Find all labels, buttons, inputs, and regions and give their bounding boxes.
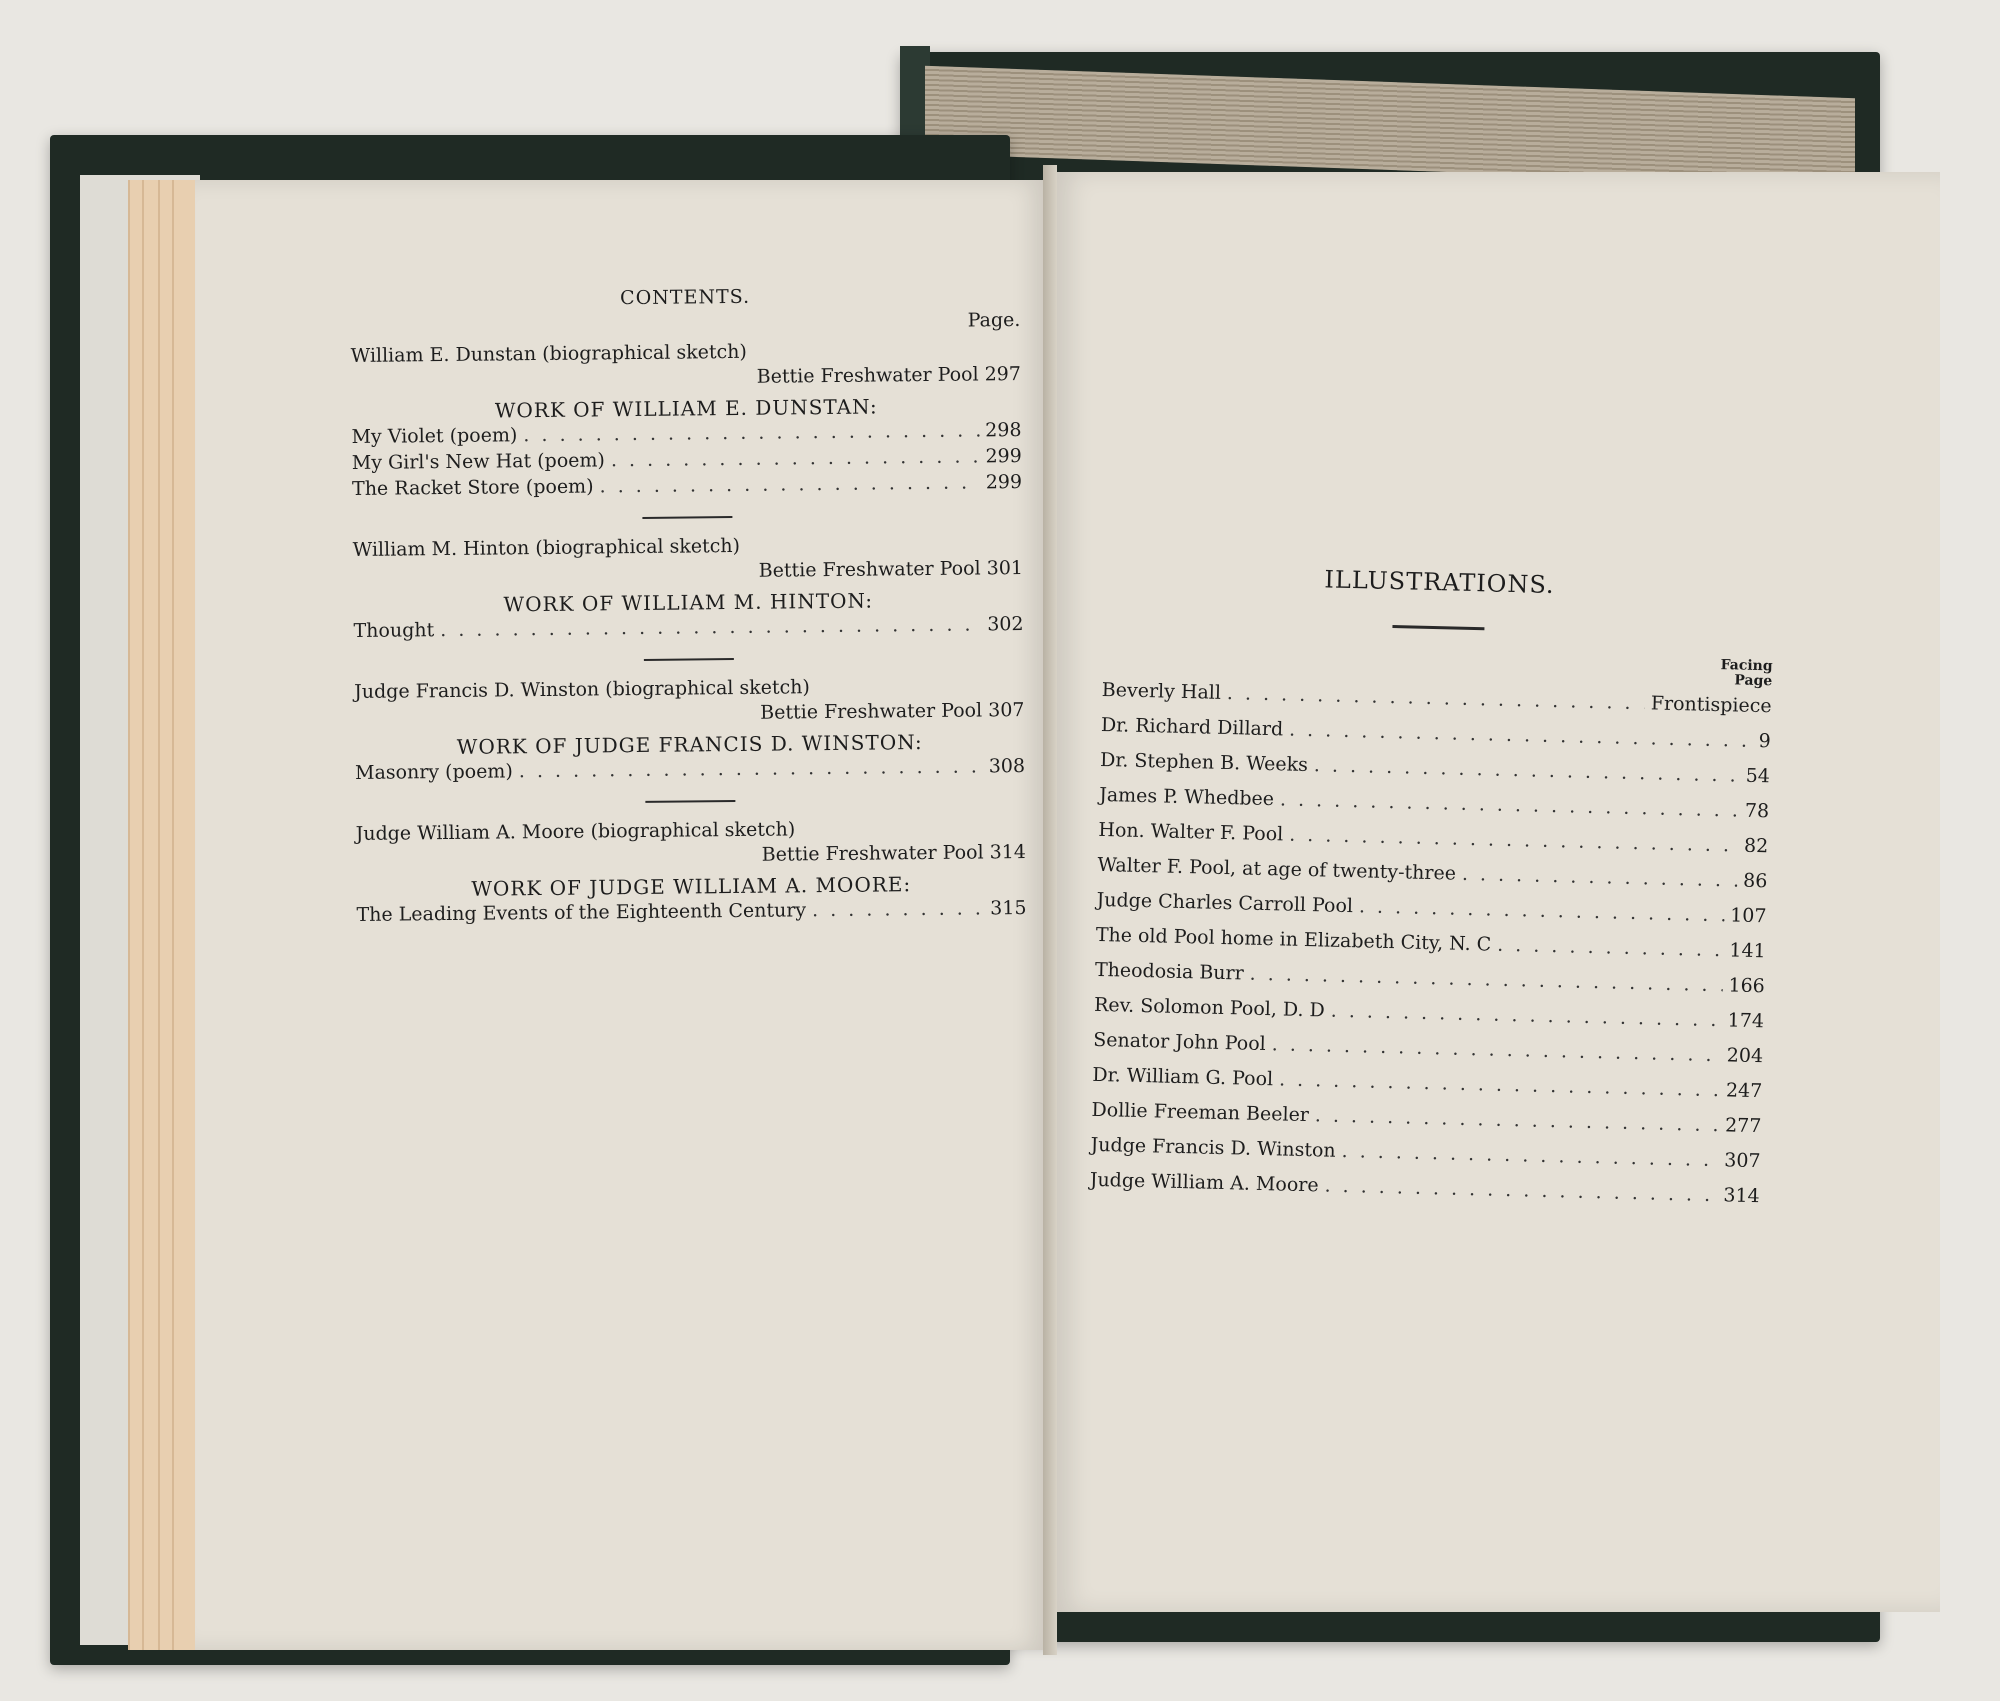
entry-title: Dr. Stephen B. Weeks [1099, 748, 1309, 777]
contents-section [356, 815, 1027, 928]
work-heading: WORK OF JUDGE WILLIAM A. MOORE: [471, 872, 912, 901]
entry-page: 9 [1758, 730, 1772, 753]
entry-title: Masonry (poem) [354, 760, 513, 784]
entry-page: Frontispiece [1650, 692, 1772, 718]
entry-page: 298 [985, 418, 1022, 442]
work-heading: WORK OF WILLIAM M. HINTON: [503, 588, 874, 617]
entry-title: James P. Whedbee [1098, 783, 1275, 811]
sketch-title: William M. Hinton (biographical sketch) [352, 534, 741, 561]
entry-title: Judge Francis D. Winston [1090, 1133, 1336, 1162]
entry-title: Walter F. Pool, at age of twenty-three [1097, 853, 1457, 885]
illustrations-list [1089, 673, 1772, 1214]
contents-block [350, 283, 1027, 932]
contents-section [351, 337, 1023, 502]
entry-title: Senator John Pool [1093, 1028, 1267, 1056]
entry-title: The Leading Events of the Eighteenth Century [356, 899, 807, 926]
entry-title: Judge Charles Carroll Pool [1096, 888, 1354, 918]
sketch-title: Judge Francis D. Winston (biographical sketch) [354, 676, 811, 703]
entry-page: 299 [985, 444, 1022, 468]
gutter [1043, 165, 1057, 1655]
work-heading: WORK OF WILLIAM E. DUNSTAN: [494, 394, 878, 423]
entry-page: 308 [988, 754, 1026, 778]
sketch-page: 307 [988, 698, 1025, 722]
entry-page: 54 [1745, 764, 1771, 788]
entry-page: 204 [1726, 1044, 1764, 1068]
entry-page: 166 [1728, 974, 1766, 998]
sketch-page: 297 [984, 362, 1022, 386]
entry-title: My Violet (poem) [351, 424, 518, 448]
contents-section [354, 673, 1025, 786]
contents-section [353, 531, 1024, 644]
dot-leader [599, 469, 980, 499]
sketch-page: 314 [989, 840, 1027, 864]
dot-leader [812, 895, 984, 923]
entry-page: 247 [1725, 1079, 1763, 1103]
section-rule [645, 800, 735, 803]
entry-page: 307 [1723, 1149, 1761, 1173]
sketch-title: Judge William A. Moore (biographical sketch) [355, 818, 796, 845]
section-rule [642, 516, 732, 519]
entry-title: Beverly Hall [1101, 678, 1222, 704]
biographical-sketch [351, 337, 1021, 394]
entry-title: My Girl's New Hat (poem) [351, 449, 606, 474]
entry-page: 299 [985, 470, 1023, 494]
dot-leader [440, 611, 981, 643]
entry-page: 78 [1744, 799, 1770, 823]
contents-sections [351, 337, 1027, 928]
entry-page: 107 [1729, 904, 1767, 928]
entry-title: The Racket Store (poem) [351, 475, 594, 500]
entry-title: Judge William A. Moore [1089, 1168, 1319, 1197]
entry-page: 86 [1742, 869, 1768, 893]
sketch-page: 301 [986, 556, 1024, 580]
entry-title: Dollie Freeman Beeler [1091, 1098, 1310, 1127]
dot-leader [519, 753, 983, 784]
page-label: Page [1734, 672, 1773, 690]
entry-page: 315 [990, 896, 1027, 920]
section-rule [644, 658, 734, 661]
entry-title: Theodosia Burr [1094, 958, 1244, 985]
dot-leader [1497, 928, 1724, 969]
sketch-title: William E. Dunstan (biographical sketch) [350, 340, 747, 367]
entry-title: Dr. William G. Pool [1092, 1063, 1274, 1091]
sketch-author: Bettie Freshwater Pool [756, 363, 979, 388]
illustrations-block [1089, 560, 1774, 1214]
entry-title: The old Pool home in Elizabeth City, N. C [1095, 923, 1492, 956]
biographical-sketch [356, 815, 1026, 872]
sketch-author: Bettie Freshwater Pool [761, 841, 984, 866]
entry-page: 314 [1723, 1184, 1760, 1208]
entry-page: 277 [1724, 1114, 1762, 1138]
entry-title: Hon. Walter F. Pool [1098, 818, 1284, 846]
contents-page-heading: Page. [967, 308, 1021, 332]
entry-title: Dr. Richard Dillard [1100, 713, 1284, 741]
illustrations-title: ILLUSTRATIONS. [1324, 565, 1555, 599]
sketch-author: Bettie Freshwater Pool [760, 699, 983, 724]
title-rule [1392, 625, 1484, 630]
facing-label: Facing [1720, 657, 1773, 675]
dot-leader [611, 443, 980, 473]
entry-page: 302 [987, 612, 1024, 636]
entry-page: 141 [1729, 939, 1766, 963]
entry-page: 174 [1727, 1009, 1765, 1033]
biographical-sketch [353, 531, 1023, 588]
entry-page: 82 [1743, 834, 1769, 858]
contents-title: CONTENTS. [620, 285, 751, 310]
entry-title: Rev. Solomon Pool, D. D [1093, 993, 1326, 1022]
sketch-author: Bettie Freshwater Pool [758, 557, 981, 582]
entry-title: Thought [353, 619, 435, 642]
biographical-sketch [354, 673, 1024, 730]
work-heading: WORK OF JUDGE FRANCIS D. WINSTON: [456, 730, 923, 759]
